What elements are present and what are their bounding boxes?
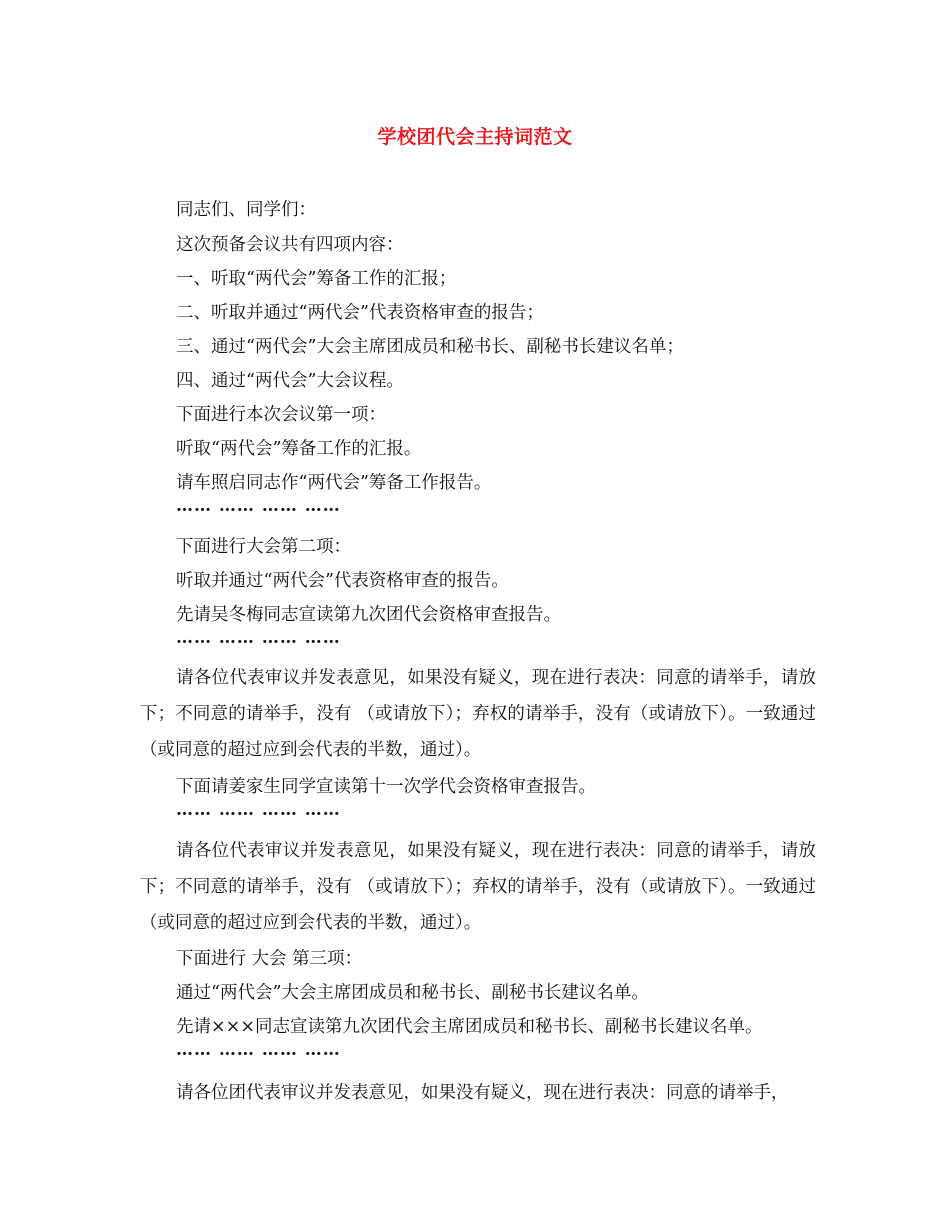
text-line: 下面进行本次会议第一项：	[176, 405, 386, 425]
text-line: 下面请姜家生同学宣读第十一次学代会资格审查报告。	[176, 777, 596, 797]
text-line: 这次预备会议共有四项内容：	[176, 235, 404, 255]
text-line: 先请×××同志宣读第九次团代会主席团成员和秘书长、副秘书长建议名单。	[176, 1017, 763, 1037]
agenda-item-1: 一、听取“两代会”筹备工作的汇报；	[176, 269, 457, 289]
text-line: 先请吴冬梅同志宣读第九次团代会资格审查报告。	[176, 605, 561, 625]
text-line: 请各位团代表审议并发表意见，如果没有疑义，现在进行表决：同意的请举手，	[176, 1083, 789, 1103]
text-line: 下面进行大会第二项：	[176, 537, 351, 557]
vote-paragraph: 请各位代表审议并发表意见，如果没有疑义，现在进行表决：同意的请举手，请放下；不同意的请举手，没有 （或请放下）；弃权的请举手，没有（或请放下）。一致通过（或同意的超过应到会代表的半数，通过）。	[140, 841, 816, 933]
text-line: 听取并通过“两代会”代表资格审查的报告。	[176, 571, 509, 591]
text-line: 下面进行 大会 第三项：	[176, 949, 363, 969]
greeting: 同志们、同学们：	[176, 200, 316, 220]
text-line: 听取“两代会”筹备工作的汇报。	[176, 439, 422, 459]
text-line: 通过“两代会”大会主席团成员和秘书长、副秘书长建议名单。	[176, 983, 649, 1003]
ellipsis-separator: …… …… …… ……	[176, 496, 341, 516]
vote-paragraph: 请各位代表审议并发表意见，如果没有疑义，现在进行表决：同意的请举手，请放下；不同意的请举手，没有 （或请放下）；弃权的请举手，没有（或请放下）。一致通过（或同意的超过应到会代表的半数，通过）。	[140, 668, 816, 760]
agenda-item-2: 二、听取并通过“两代会”代表资格审查的报告；	[176, 303, 544, 323]
ellipsis-separator: …… …… …… ……	[176, 800, 341, 820]
agenda-item-4: 四、通过“两代会”大会议程。	[176, 371, 404, 391]
ellipsis-separator: …… …… …… ……	[176, 1040, 341, 1060]
agenda-item-3: 三、通过“两代会”大会主席团成员和秘书长、副秘书长建议名单；	[176, 337, 684, 357]
document-title: 学校团代会主持词范文	[377, 126, 573, 148]
ellipsis-separator: …… …… …… ……	[176, 628, 341, 648]
text-line: 请车照启同志作“两代会”筹备工作报告。	[176, 473, 492, 493]
